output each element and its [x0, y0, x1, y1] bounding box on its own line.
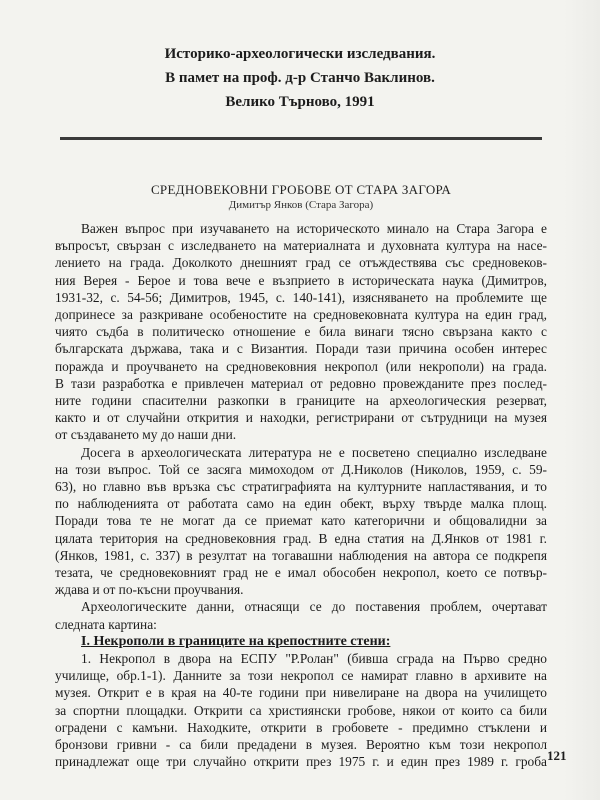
header-line-1: Историко-археологически изследвания.: [164, 46, 436, 62]
text-line: тезата, че средновековният град не е имал обособен некропол, което се потвър-: [55, 565, 547, 581]
article-author: Димитър Янков (Стара Загора): [228, 199, 374, 211]
text-line: (Янков, 1981, с. 337) в резултат на тогавашни наблюдения на автора се подкрепя: [55, 547, 547, 563]
section-heading: I. Некрополи в границите на крепостните стени:: [81, 633, 391, 649]
text-line: 1. Некропол в двора на ЕСПУ "Р.Ролан" (бивша сграда на Първо средно: [81, 651, 547, 667]
header-line-3: Велико Търново, 1991: [225, 94, 375, 110]
text-line: следната картина:: [55, 616, 157, 632]
text-line: 1931-32, с. 54-56; Димитров, 1945, с. 140-141), изясняването на проблемите ще: [55, 289, 547, 305]
text-line: както и от случайни открития и находки, регистрирани от сътрудници на музея: [55, 410, 547, 426]
text-line: ния Верея - Берое и това вече е възприето в историческата наука (Димитров,: [55, 272, 547, 288]
text-line: училище, обр.1-1). Данните за този некропол се намират главно в архивите на: [55, 668, 547, 684]
text-line: допринесе за разкриване особеностите на средновековната култура на един град,: [55, 307, 547, 323]
header-divider: [60, 137, 542, 140]
text-line: Поради това те не могат да се приемат като категорични и общовалидни за: [55, 513, 547, 529]
page-edge-shadow: [564, 0, 600, 800]
text-line: принадлежат още три случайно открити през 1975 г. и един през 1989 г. гроба: [55, 754, 547, 770]
text-line: българската държава, така и с Византия. Поради тази причина особен интерес: [55, 341, 547, 357]
text-line: В тази разработка е привлечен материал от редовно провежданите през послед-: [55, 375, 547, 391]
paragraph-3: [55, 598, 547, 632]
paragraph-section-1: [55, 650, 547, 770]
text-line: музея. Открит е в края на 40-те години при нивелиране на двора на училището: [55, 685, 547, 701]
text-line: цялата територия на средновековния град. В една статия на Д.Янков от 1981 г.: [55, 530, 547, 546]
text-line: поражда и проучването на средновековния некропол (или некрополи) на града.: [55, 358, 547, 374]
text-line: чиято съдба в политическо отношение е била винаги тясно свързана както с: [55, 324, 547, 340]
text-line: 63), но главно във връзка със стратиграфията на културните напластявания, и то: [55, 479, 547, 495]
paragraph-2: [55, 444, 547, 599]
text-line: ждава и от по-късни проучвания.: [55, 582, 244, 598]
article-body: [55, 220, 547, 771]
text-line: по наблюденията от работата само на един обект, върху твърде малка площ.: [55, 496, 547, 512]
text-line: за спортни площадки. Открити са християнски гробове, някои от които са били: [55, 702, 547, 718]
page-number: 121: [547, 748, 567, 763]
text-line: лението на града. Доколкото днешният град се отъждествява със средновеков-: [55, 255, 547, 271]
text-line: от създаването му до наши дни.: [55, 427, 237, 443]
header-line-2: В памет на проф. д-р Станчо Ваклинов.: [165, 70, 435, 86]
text-line: оградени с камъни. Находките, открити в гробовете - предимно стъклени и: [55, 719, 547, 735]
paragraph-1: [55, 220, 547, 444]
text-line: Археологическите данни, отнасящи се до поставения проблем, очертават: [81, 599, 547, 615]
article-title: СРЕДНОВЕКОВНИ ГРОБОВЕ ОТ СТАРА ЗАГОРА: [150, 182, 452, 197]
text-line: Важен въпрос при изучаването на историческото минало на Стара Загора е: [81, 221, 547, 236]
text-line: въпросът, свързан с изследването на материалната и духовната култура на насе-: [55, 238, 547, 254]
journal-header: [100, 42, 500, 114]
text-line: Досега в археологическата литература не е посветено специално изследване: [81, 444, 547, 460]
text-line: бронзови гривни - са били предадени в музея. Вероятно към този некропол: [55, 737, 547, 753]
text-line: на този въпрос. Той се засяга мимоходом от Д.Николов (Николов, 1959, с. 59-: [55, 461, 547, 477]
text-line: ните години спасителни разкопки в границите на археологическия резерват,: [55, 393, 547, 409]
